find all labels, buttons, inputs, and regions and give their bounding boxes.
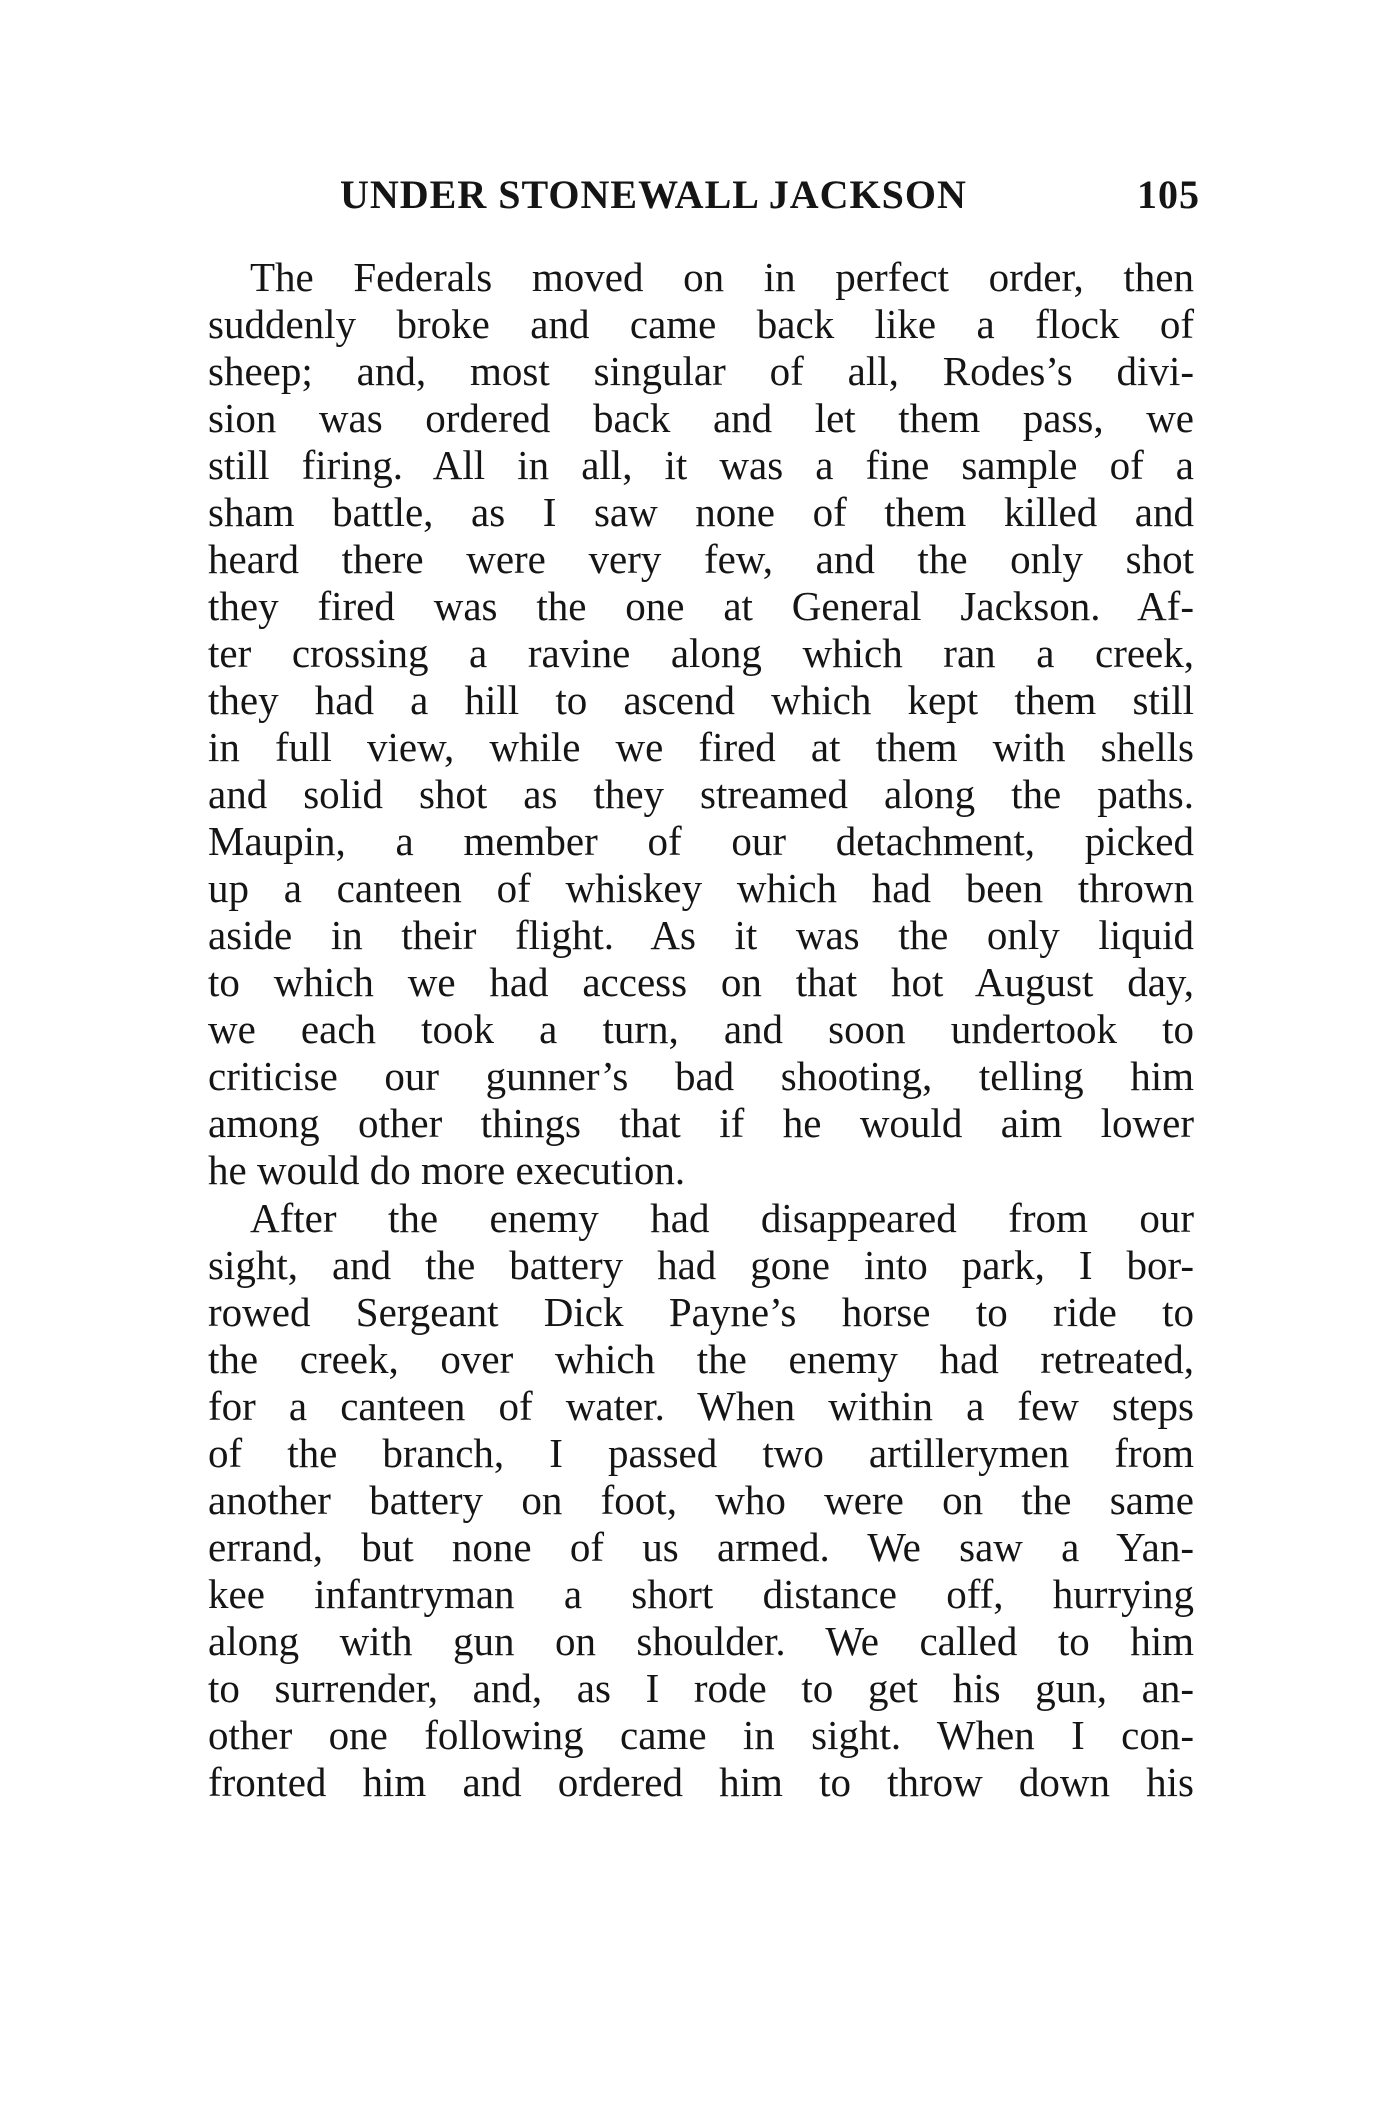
- text-line: suddenly broke and came back like a flock of: [208, 301, 1194, 347]
- text-line: The Federals moved on in perfect order, then: [250, 254, 1194, 300]
- text-line: After the enemy had disappeared from our: [250, 1195, 1194, 1241]
- text-line: along with gun on shoulder. We called to him: [208, 1618, 1194, 1664]
- text-line: to which we had access on that hot August day,: [208, 959, 1194, 1005]
- text-line: rowed Sergeant Dick Payne’s horse to ride to: [208, 1289, 1194, 1335]
- text-line: sham battle, as I saw none of them killed and: [208, 489, 1194, 535]
- running-head: [340, 168, 1200, 222]
- text-line: to surrender, and, as I rode to get his gun, an-: [208, 1665, 1194, 1711]
- text-line: he would do more execution.: [208, 1147, 686, 1193]
- running-title: UNDER STONEWALL JACKSON: [340, 172, 967, 217]
- text-line: errand, but none of us armed. We saw a Yan-: [208, 1524, 1194, 1570]
- text-line: fronted him and ordered him to throw down his: [208, 1759, 1194, 1805]
- text-line: another battery on foot, who were on the same: [208, 1477, 1194, 1523]
- text-line: they had a hill to ascend which kept them still: [208, 677, 1194, 723]
- page-number: 105: [1137, 172, 1200, 217]
- text-line: sheep; and, most singular of all, Rodes’s divi-: [208, 348, 1194, 394]
- text-line: Maupin, a member of our detachment, picked: [208, 818, 1194, 864]
- text-line: sion was ordered back and let them pass, we: [208, 395, 1194, 441]
- text-line: and solid shot as they streamed along the paths.: [208, 771, 1194, 817]
- text-line: among other things that if he would aim lower: [208, 1100, 1194, 1146]
- text-line: aside in their flight. As it was the only liquid: [208, 912, 1194, 958]
- text-line: the creek, over which the enemy had retreated,: [208, 1336, 1194, 1382]
- text-line: they fired was the one at General Jackson. Af-: [208, 583, 1194, 629]
- text-line: of the branch, I passed two artillerymen from: [208, 1430, 1194, 1476]
- text-line: in full view, while we fired at them with shells: [208, 724, 1194, 770]
- text-line: other one following came in sight. When I con-: [208, 1712, 1194, 1758]
- text-line: ter crossing a ravine along which ran a creek,: [208, 630, 1194, 676]
- text-line: for a canteen of water. When within a few steps: [208, 1383, 1194, 1429]
- text-line: sight, and the battery had gone into park, I bor-: [208, 1242, 1194, 1288]
- text-line: up a canteen of whiskey which had been thrown: [208, 865, 1194, 911]
- text-line: heard there were very few, and the only shot: [208, 536, 1194, 582]
- text-line: we each took a turn, and soon undertook to: [208, 1006, 1194, 1052]
- text-line: still firing. All in all, it was a fine sample of a: [208, 442, 1194, 488]
- text-line: criticise our gunner’s bad shooting, telling him: [208, 1053, 1194, 1099]
- text-line: kee infantryman a short distance off, hurrying: [208, 1571, 1194, 1617]
